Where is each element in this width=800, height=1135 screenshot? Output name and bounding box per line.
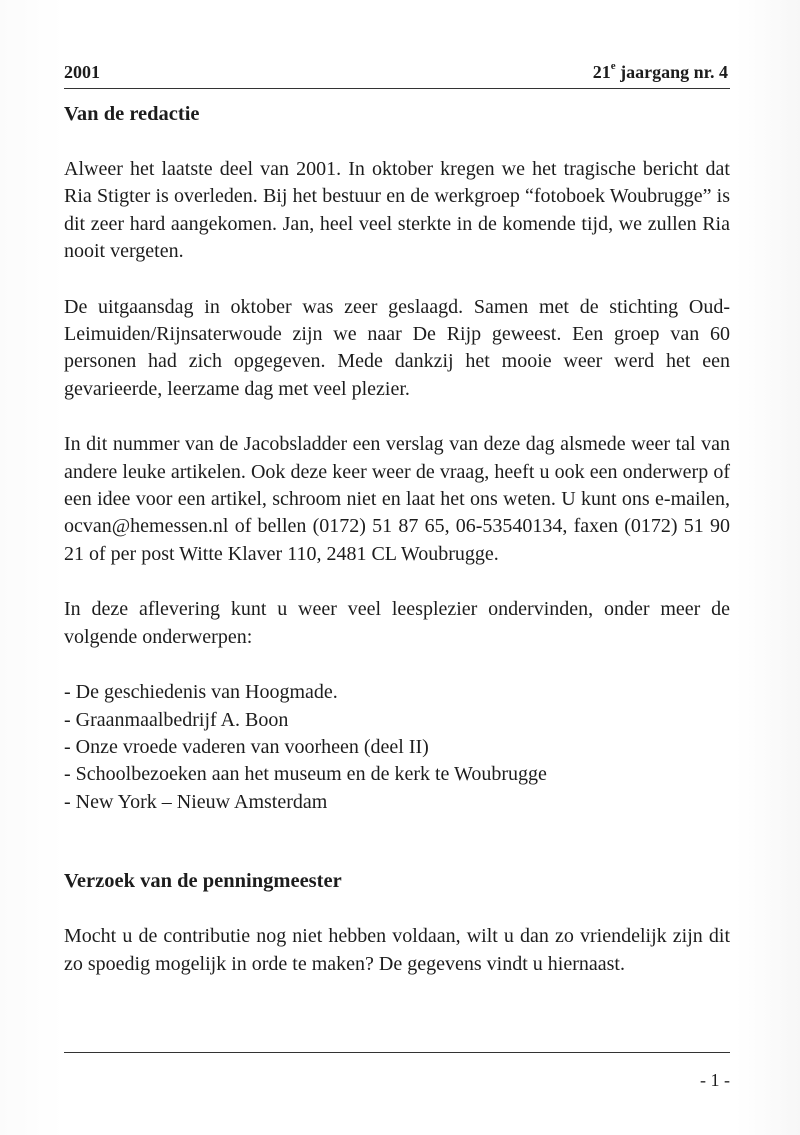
issue-number: 21 xyxy=(592,62,611,82)
section-title-redactie: Van de redactie xyxy=(64,103,200,125)
paragraph-topics-intro: In deze aflevering kunt u weer veel leesplezier ondervinden, onder meer de volgende onderwerpen: xyxy=(64,598,730,648)
footer-rule xyxy=(64,1052,730,1053)
issue-label: jaargang nr. 4 xyxy=(615,62,728,82)
paragraph-contact: In dit nummer van de Jacobsladder een verslag van deze dag alsmede weer tal van andere leuke artikelen. Ook deze keer weer de vraag, heeft u ook een onderwerp of een idee voor een artikel, schroom niet en laat het ons weten. U kunt ons e-mailen, ocvan@hemessen.nl of bellen (0172) 51 87 65, 06-53540134, faxen (0172) 51 90 21 of per post Witte Klaver 110, 2481 CL Woubrugge. xyxy=(64,433,730,565)
issue-superscript: e xyxy=(610,60,616,72)
header-year: 2001 xyxy=(64,62,100,82)
page-number: - 1 - xyxy=(700,1070,730,1090)
paragraph-uitgaansdag: De uitgaansdag in oktober was zeer geslaagd. Samen met de stichting Oud-Leimuiden/Rijnsaterwoude zijn we naar De Rijp geweest. Een groep van 60 personen had zich opgegeven. Mede dankzij het mooie weer werd het een gevarieerde, leerzame dag met veel plezier. xyxy=(64,295,730,400)
header-issue xyxy=(593,62,728,83)
page-content xyxy=(64,102,730,978)
paragraph-intro: Alweer het laatste deel van 2001. In oktober kregen we het tragische bericht dat Ria Stigter is overleden. Bij het bestuur en de werkgroep “fotoboek Woubrugge” is dit zeer hard aangekomen. Jan, heel veel sterkte in de komende tijd, we zullen Ria nooit vergeten. xyxy=(64,158,730,263)
list-item: - Onze vroede vaderen van voorheen (deel II) xyxy=(64,735,429,758)
list-item: - De geschiedenis van Hoogmade. xyxy=(64,681,338,704)
paragraph-contributie: Mocht u de contributie nog niet hebben voldaan, wilt u dan zo vriendelijk zijn dit zo spoedig mogelijk in orde te maken? De gegevens vindt u hiernaast. xyxy=(64,925,730,975)
section-title-penningmeester: Verzoek van de penningmeester xyxy=(64,870,342,893)
list-item: - Graanmaalbedrijf A. Boon xyxy=(64,708,289,731)
header-rule xyxy=(64,88,730,89)
list-item: - New York – Nieuw Amsterdam xyxy=(64,790,328,813)
list-item: - Schoolbezoeken aan het museum en de kerk te Woubrugge xyxy=(64,763,547,786)
topics-list xyxy=(64,679,730,816)
